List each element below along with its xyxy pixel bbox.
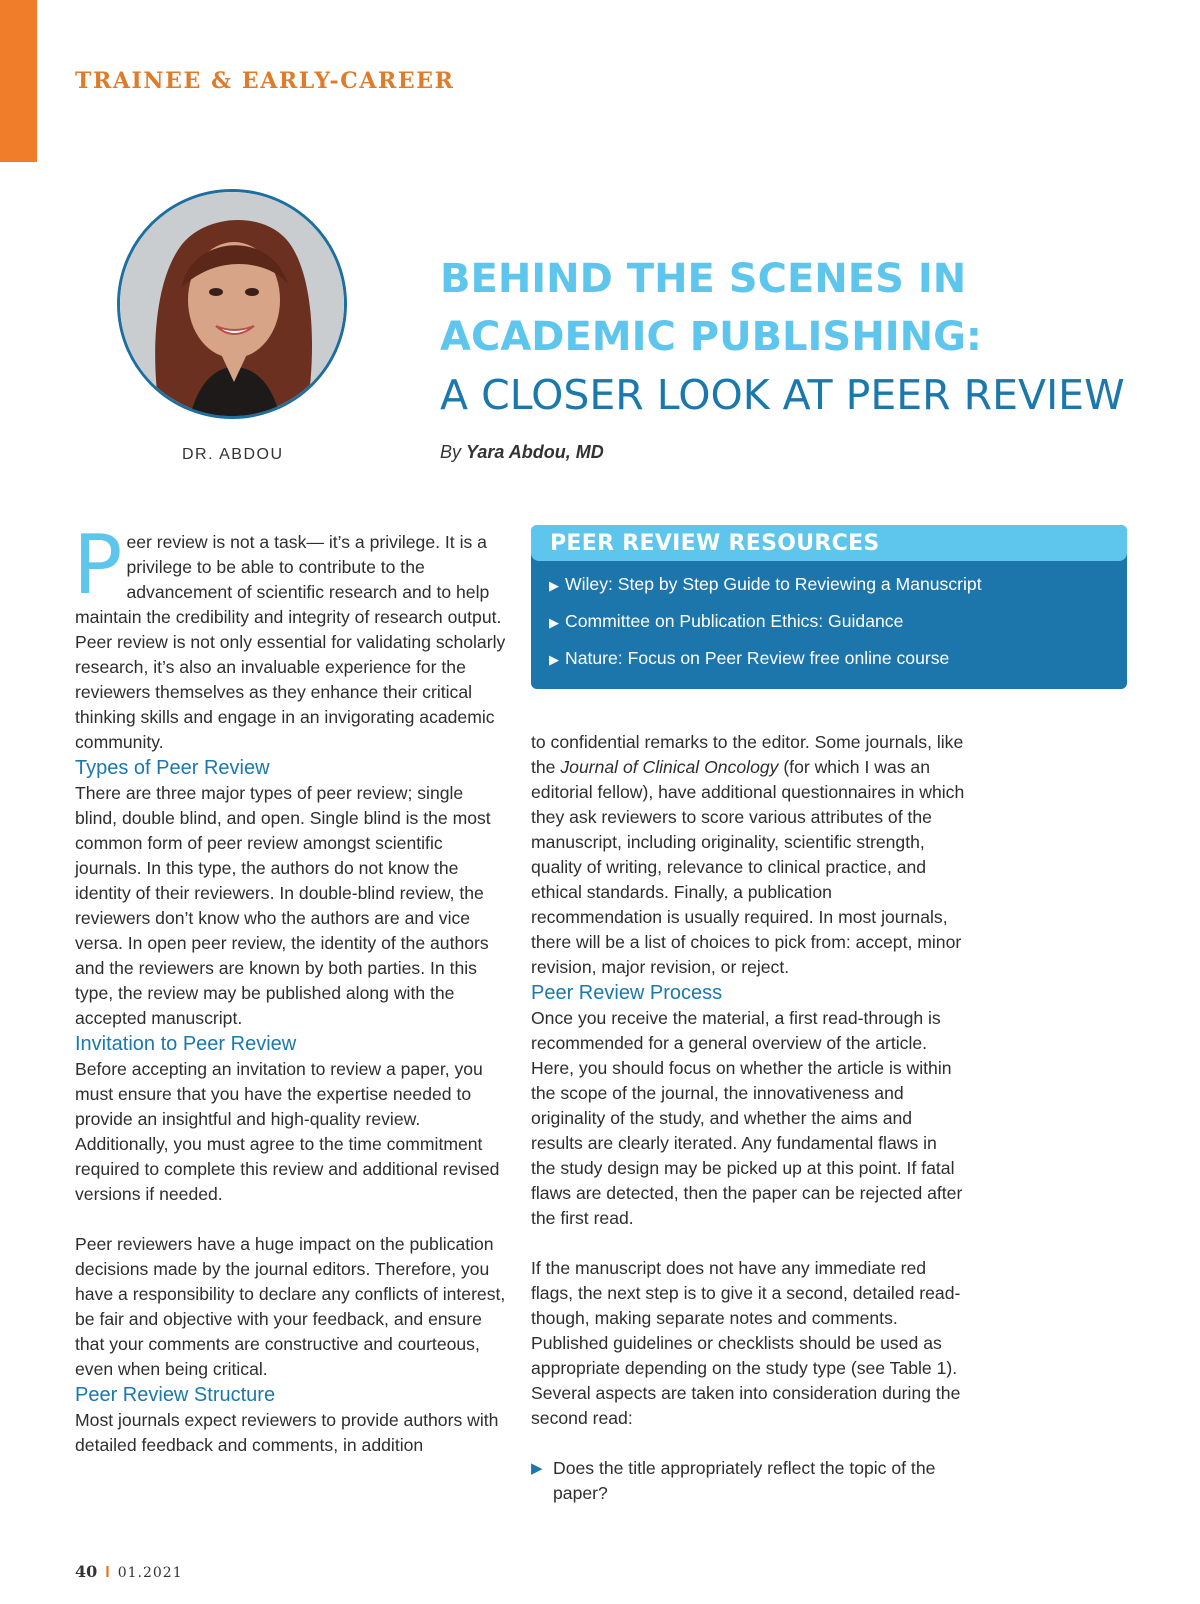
resource-link-label: Committee on Publication Ethics: Guidance bbox=[565, 611, 904, 631]
triangle-bullet-icon: ▶ bbox=[531, 1460, 543, 1477]
author-portrait bbox=[117, 189, 347, 419]
right-column bbox=[531, 730, 966, 1506]
types-paragraph: There are three major types of peer review; single blind, double blind, and open. Single blind is the most common form of peer review amongst scientific journals. In this type, the authors do not know the identity of their reviewers. In double-blind review, the reviewers don’t know who the authors are and vice versa. In open peer review, the identity of the authors and the reviewers are known by both parties. In this type, the review may be published along with the accepted manuscript. bbox=[75, 783, 491, 1028]
byline-author: Yara Abdou, MD bbox=[466, 442, 604, 462]
journal-name: Journal of Clinical Oncology bbox=[560, 757, 779, 777]
resource-link-nature[interactable] bbox=[549, 646, 1127, 672]
resources-heading: PEER REVIEW RESOURCES bbox=[531, 525, 1127, 561]
triangle-bullet-icon: ▶ bbox=[549, 578, 559, 593]
intro-paragraph: Peer review is not a task— it’s a privilege. It is a privilege to be able to contribute to the advancement of scientific research and to help maintain the credibility and integrity of research output. Peer review is not only essential for validating scholarly research, it’s also an invaluable experience for the reviewers themselves as they enhance their critical thinking skills and engage in an invigorating academic community. bbox=[73, 518, 506, 752]
resource-link-wiley[interactable] bbox=[549, 572, 1127, 598]
structure-paragraph: Most journals expect reviewers to provide authors with detailed feedback and comments, in addition bbox=[75, 1410, 499, 1455]
process-paragraph: Once you receive the material, a first read-through is recommended for a general overview of the article. Here, you should focus on whether the article is within the scope of the journal, the innovativeness and originality of the study, and whether the aims and results are clearly iterated. Any fundamental flaws in the study design may be picked up at this point. If fatal flaws are detected, then the paper can be rejected after the first read. bbox=[531, 1008, 963, 1228]
page-number: 40 bbox=[75, 1562, 98, 1581]
heading-process: Peer Review Process bbox=[531, 982, 723, 1004]
left-column bbox=[73, 518, 507, 1458]
impact-paragraph: Peer reviewers have a huge impact on the publication decisions made by the journal editors. Therefore, you have a responsibility to declare any conflicts of interest, be fair and objective with your feedback, and ensure that your comments are constructive and courteous, even when being critical. bbox=[75, 1234, 506, 1379]
portrait-caption: DR. ABDOU bbox=[182, 446, 284, 463]
article-title bbox=[440, 250, 1160, 424]
resource-link-label: Wiley: Step by Step Guide to Reviewing a Manuscript bbox=[565, 574, 982, 594]
footer-separator: I bbox=[105, 1564, 110, 1581]
second-read-paragraph: If the manuscript does not have any immediate red flags, the next step is to give it a second, detailed read-though, making separate notes and comments. Published guidelines or checklists should be used as appropriate depending on the study type (see Table 1). Several aspects are taken into consideration during the second read: bbox=[531, 1258, 961, 1428]
byline bbox=[440, 442, 604, 463]
triangle-bullet-icon: ▶ bbox=[549, 615, 559, 630]
byline-prefix: By bbox=[440, 442, 462, 462]
title-line-2: ACADEMIC PUBLISHING: bbox=[440, 314, 982, 360]
title-line-3: A CLOSER LOOK AT PEER REVIEW bbox=[440, 371, 1125, 419]
invitation-paragraph: Before accepting an invitation to review a paper, you must ensure that you have the expertise needed to provide an insightful and high-quality review. Additionally, you must agree to the time commitment required to complete this review and additional revised versions if needed. bbox=[75, 1059, 500, 1204]
issue-date: 01.2021 bbox=[117, 1565, 183, 1581]
resource-link-label: Nature: Focus on Peer Review free online course bbox=[565, 648, 950, 668]
page-footer bbox=[75, 1562, 183, 1582]
drop-cap: P bbox=[73, 518, 123, 613]
peer-review-resources-box bbox=[531, 525, 1127, 689]
triangle-bullet-icon: ▶ bbox=[549, 652, 559, 667]
heading-invitation: Invitation to Peer Review bbox=[75, 1033, 297, 1055]
bullet-item: ▶ Does the title appropriately reflect the topic of the paper? bbox=[531, 1458, 936, 1503]
section-label: TRAINEE & EARLY-CAREER bbox=[75, 68, 455, 94]
structure-continued-paragraph: to confidential remarks to the editor. Some journals, like the Journal of Clinical Oncology (for which I was an editorial fellow), have additional questionnaires in which they ask reviewers to score various attributes of the manuscript, including originality, scientific strength, quality of writing, relevance to clinical practice, and ethical standards. Finally, a publication recommendation is usually required. In most journals, there will be a list of choices to pick from: accept, minor revision, major revision, or reject. bbox=[531, 732, 965, 977]
orange-edge-tab bbox=[0, 0, 37, 162]
heading-types-of-peer-review: Types of Peer Review bbox=[75, 757, 270, 779]
heading-structure: Peer Review Structure bbox=[75, 1384, 276, 1406]
title-line-1: BEHIND THE SCENES IN bbox=[440, 256, 967, 302]
resource-link-cope[interactable] bbox=[549, 609, 1127, 635]
